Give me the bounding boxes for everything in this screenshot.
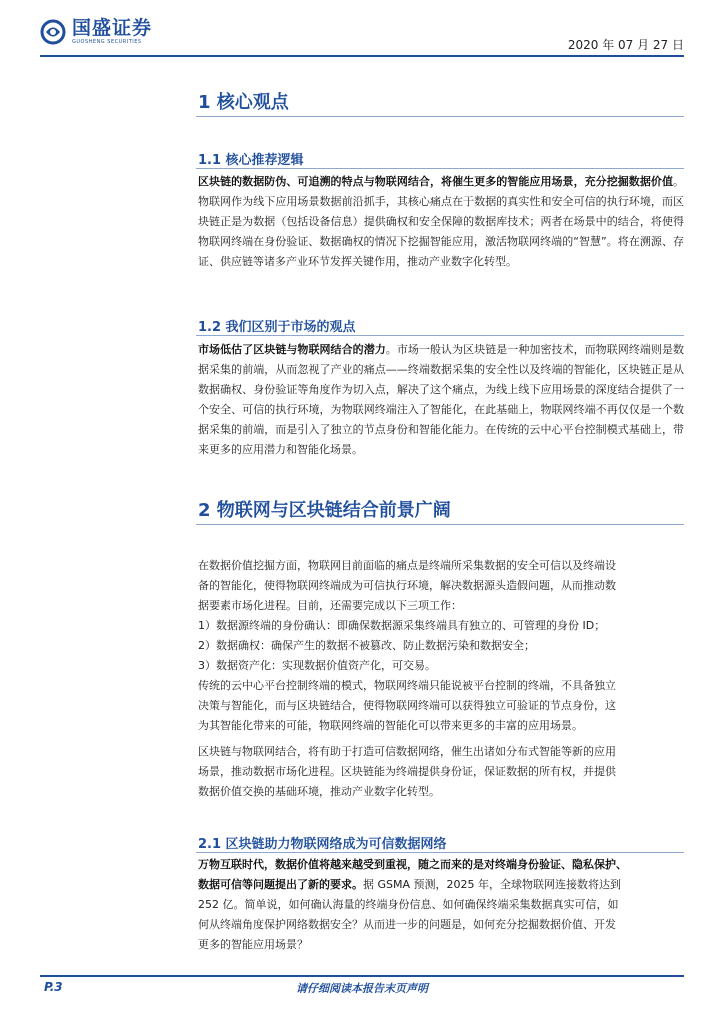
section-1-1-title: 1.1 核心推荐逻辑 (198, 153, 304, 168)
report-date: 2020 年 07 月 27 日 (567, 38, 684, 52)
text-line: 何从终端角度保护网络数据安全？从而进一步的问题是，如何充分挖掘数据价值、开发 (198, 918, 616, 931)
text-line: 更多的智能应用场景？ (198, 938, 308, 951)
section-1-1-paragraph (198, 172, 684, 272)
section-1-1-divider (196, 168, 684, 169)
section-1-1-lead: 区块链的数据防伪、可追溯的特点与物联网结合，将催生更多的智能应用场景，充分挖掘数据价值 (198, 175, 673, 188)
section-1-2-paragraph (198, 340, 684, 460)
section-2-1-title: 2.1 区块链助力物联网络成为可信数据网络 (198, 837, 447, 852)
section-1-2-lead: 市场低估了区块链与物联网结合的潜力 (198, 343, 386, 356)
text-line: 在数据价值挖掘方面，物联网目前面临的痛点是终端所采集数据的安全可信以及终端设 (198, 559, 616, 572)
section-1-divider (196, 116, 684, 117)
text-line: 为其智能化带来的可能，物联网终端的智能化可以带来更多的丰富的应用场景。 (198, 719, 583, 732)
logo-name: 国盛证券 (72, 17, 153, 39)
section-2-paragraph-3 (198, 742, 684, 802)
section-2-title: 2 物联网与区块链结合前景广阔 (198, 500, 451, 521)
text-line: 区块链与物联网结合，将有助于打造可信数据网络，催生出诸如分布式智能等新的应用 (198, 745, 616, 758)
section-1-title: 1 核心观点 (198, 92, 289, 113)
text-line: 据要素市场化进程。目前，还需要完成以下三项工作： (198, 599, 462, 612)
section-2-divider (196, 524, 684, 525)
section-1-2-body: 。市场一般认为区块链是一种加密技术，而物联网终端则是数据采集的前端，从而忽视了产业的痛点——终端数据采集的安全性以及终端的智能化，区块链正是从数据确权、身份验证等角度作为切入点，解决了这个痛点，为线上线下应用场景的深度结合提供了一个安全、可信的执行环境，为物联网终端注入了智能化，在此基础上，物联网终端不再仅仅是一个数据采集的前端，而是引入了独立的节点身份和智能化能力。在传统的云中心平台控制模式基础上，带来更多的应用潜力和智能化场景。 (198, 343, 685, 456)
list-item: 1）数据源终端的身份确认：即确保数据源采集终端具有独立的、可管理的身份 ID； (198, 619, 606, 632)
logo-subtitle: GUOSHENG SECURITIES (72, 39, 142, 45)
section-2-paragraph-1 (198, 556, 684, 676)
text-line: 据 GSMA 预测，2025 年，全球物联网连接数将达到 (363, 878, 622, 891)
section-1-2-divider (196, 335, 684, 336)
text-line: 备的智能化，使得物联网终端成为可信执行环境，解决数据源头造假问题，从而推动数 (198, 579, 616, 592)
text-line: 252 亿。简单说，如何确认海量的终端身份信息、如何确保终端采集数据真实可信，如 (198, 898, 619, 911)
section-1-1-body: 。物联网作为线下应用场景数据前沿抓手，其核心痛点在于数据的真实性和安全可信的执行环境，而区块链正是为数据（包括设备信息）提供确权和安全保障的数据库技术；两者在场景中的结合，将使得物联网终端在身份验证、数据确权的情况下挖掘智能应用，激活物联网终端的“智慧”。将在溯源、存证、供应链等诸多产业环节发挥关键作用，推动产业数字化转型。 (198, 175, 684, 268)
list-item: 3）数据资产化：实现数据价值资产化，可交易。 (198, 659, 436, 672)
list-item: 2）数据确权：确保产生的数据不被篡改、防止数据污染和数据安全； (198, 639, 535, 652)
company-logo (40, 18, 152, 45)
page-number: P.3 (44, 980, 63, 994)
section-2-1-lead-line-2: 数据可信等问题提出了新的要求。 (198, 878, 363, 891)
footer-divider (40, 975, 684, 977)
section-2-1-paragraph (198, 855, 684, 955)
section-2-1-lead-line-1: 万物互联时代，数据价值将越来越受到重视，随之而来的是对终端身份验证、隐私保护、 (198, 858, 627, 871)
section-2-1-divider (196, 852, 684, 853)
section-1-2-title: 1.2 我们区别于市场的观点 (198, 320, 356, 335)
footer-disclaimer: 请仔细阅读本报告末页声明 (296, 982, 428, 995)
header-divider (40, 55, 684, 57)
text-line: 数据价值交换的基础环境，推动产业数字化转型。 (198, 785, 440, 798)
page-header (40, 16, 684, 60)
guosheng-logo-icon (40, 19, 66, 45)
text-line: 传统的云中心平台控制终端的模式，物联网终端只能说被平台控制的终端，不具备独立 (198, 679, 616, 692)
section-2-paragraph-2 (198, 676, 684, 736)
text-line: 场景，推动数据市场化进程。区块链能为终端提供身份证，保证数据的所有权，并提供 (198, 765, 616, 778)
text-line: 决策与智能化，而与区块链结合，使得物联网终端可以获得独立可验证的节点身份，这 (198, 699, 616, 712)
